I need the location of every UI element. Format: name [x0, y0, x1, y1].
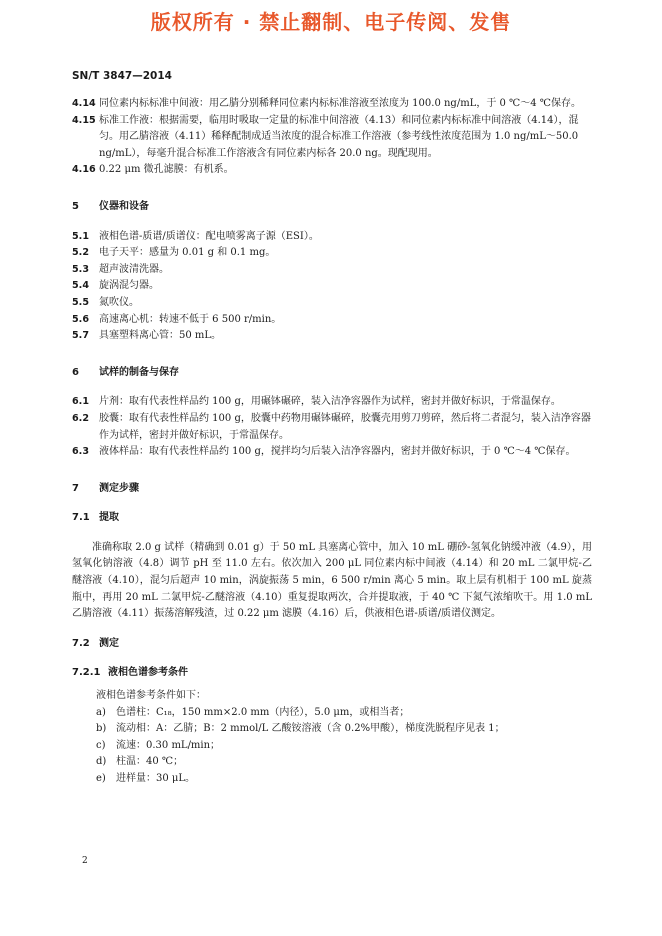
clause-6-3 [72, 444, 592, 461]
clause-number: 6.2 [72, 412, 89, 424]
section-title: 仪器和设备 [99, 200, 149, 212]
section-title: 提取 [99, 512, 119, 524]
clause-text: 液相色谱-质谱/质谱仪：配电喷雾离子源（ESI）。 [99, 230, 319, 242]
clause-text: 标准工作液：根据需要，临用时吸取一定量的标准中间溶液（4.13）和同位素内标标准中间溶液（4.14），混匀。用乙腈溶液（4.11）稀释配制成适当浓度的混合标准工作溶液（参考线性浓度范围为 1.0 ng/mL～50.0 ng/mL），每毫升混合标准工作溶液含有同位素内标各 20.0 ng。现配现用。 [99, 114, 579, 159]
clause-text: 胶囊：取有代表性样品约 100 g，胶囊中药物用碾钵碾碎，胶囊壳用剪刀剪碎，然后将二者混匀，装入洁净容器作为试样，密封并做好标识，于常温保存。 [99, 412, 591, 441]
clause-number: 4.16 [72, 164, 96, 176]
lc-condition-b [72, 721, 592, 738]
list-text: 色谱柱：C₁₈，150 mm×2.0 mm（内径），5.0 μm，或相当者； [116, 706, 410, 718]
clause-number: 5.2 [72, 247, 89, 259]
section-7-2-1-heading [72, 665, 592, 682]
clause-text: 同位素内标标准中间液：用乙腈分别稀释同位素内标标准溶液至浓度为 100.0 ng/mL，于 0 ℃～4 ℃保存。 [99, 98, 581, 109]
section-7-heading [72, 481, 592, 498]
list-text: 进样量：30 μL。 [116, 773, 196, 784]
clause-number: 4.15 [72, 114, 96, 126]
clause-5-7 [72, 328, 592, 345]
clause-4-16 [72, 162, 592, 179]
section-6-heading [72, 365, 592, 382]
section-title: 测定 [99, 637, 119, 649]
section-7-1-heading [72, 510, 592, 527]
clause-text: 电子天平：感量为 0.01 g 和 0.1 mg。 [99, 247, 276, 259]
list-text: 流速：0.30 mL/min； [116, 739, 221, 751]
clause-text: 0.22 μm 微孔滤膜：有机系。 [99, 164, 234, 176]
clause-number: 6.3 [72, 446, 89, 458]
section-number: 5 [72, 200, 79, 212]
list-label: e) [96, 773, 106, 784]
extraction-paragraph: 准确称取 2.0 g 试样（精确到 0.01 g）于 50 mL 具塞离心管中，加入 10 mL 硼砂-氢氧化钠缓冲液（4.9），用氢氧化钠溶液（4.8）调节 pH 至 11.0 左右。依次加入 200 μL 同位素内标中间液（4.14）和 20 mL 二氯甲烷-乙醚溶液（4.10），混匀后超声 10 min，涡旋振荡 5 min，6 500 r/min 离心 5 min。取上层有机相于 100 mL 旋蒸瓶中，再用 20 mL 二氯甲烷-乙醚溶液（4.10）重复提取两次，合并提取液，于 40 ℃ 下氮气浓缩吹干。用 1.0 mL 乙腈溶液（4.11）振荡溶解残渣，过 0.22 μm 滤膜（4.16）后，供液相色谱-质谱/质谱仪测定。 [72, 541, 592, 620]
list-text: 柱温：40 ℃； [116, 756, 184, 768]
clause-number: 4.14 [72, 98, 96, 109]
section-number: 7 [72, 482, 79, 494]
clause-text: 片剂：取有代表性样品约 100 g，用碾钵碾碎，装入洁净容器作为试样，密封并做好标识，于常温保存。 [99, 396, 561, 408]
page-number: 2 [82, 856, 88, 866]
section-title: 试样的制备与保存 [99, 366, 179, 378]
section-number: 7.1 [72, 512, 90, 524]
list-label: d) [96, 756, 107, 768]
clause-5-4 [72, 278, 592, 295]
clause-number: 5.7 [72, 330, 89, 342]
standard-code-header: SN/T 3847—2014 [72, 70, 172, 82]
clause-number: 5.5 [72, 296, 89, 308]
clause-5-5 [72, 295, 592, 312]
clause-text: 旋涡混匀器。 [99, 280, 159, 292]
clause-text: 具塞塑料离心管：50 mL。 [99, 330, 222, 342]
clause-6-2 [72, 411, 592, 444]
lc-condition-a [72, 705, 592, 722]
clause-number: 5.4 [72, 280, 89, 292]
section-title: 测定步骤 [99, 482, 139, 494]
clause-4-14 [72, 96, 592, 113]
section-number: 7.2 [72, 637, 90, 649]
lc-condition-e [72, 771, 592, 788]
lc-condition-c [72, 738, 592, 755]
list-label: c) [96, 739, 106, 751]
section-number: 6 [72, 366, 79, 378]
section-title: 液相色谱参考条件 [108, 667, 188, 679]
clause-text: 高速离心机：转速不低于 6 500 r/min。 [99, 313, 282, 325]
lc-condition-d [72, 754, 592, 771]
section-7-2-heading [72, 636, 592, 653]
list-label: b) [96, 723, 107, 735]
section-number: 7.2.1 [72, 667, 101, 679]
clause-number: 5.3 [72, 263, 89, 275]
clause-6-1 [72, 394, 592, 411]
clause-text: 液体样品：取有代表性样品约 100 g，搅拌均匀后装入洁净容器内，密封并做好标识，于 0 ℃～4 ℃保存。 [99, 446, 576, 458]
clause-text: 氮吹仪。 [99, 296, 139, 308]
clause-5-3 [72, 262, 592, 279]
clause-5-6 [72, 312, 592, 329]
clause-text: 超声波清洗器。 [99, 263, 169, 275]
clause-number: 5.1 [72, 230, 89, 242]
list-label: a) [96, 706, 106, 718]
clause-number: 5.6 [72, 313, 89, 325]
document-body [72, 96, 592, 788]
clause-5-1 [72, 229, 592, 246]
lc-conditions-intro: 液相色谱参考条件如下： [96, 690, 206, 702]
clause-5-2 [72, 245, 592, 262]
list-text: 流动相：A：乙腈；B：2 mmol/L 乙酸铵溶液（含 0.2%甲酸），梯度洗脱程序见表 1； [116, 723, 505, 735]
section-5-heading [72, 199, 592, 216]
clause-4-15 [72, 113, 592, 163]
clause-number: 6.1 [72, 396, 89, 408]
copyright-watermark: 版权所有 · 禁止翻制、电子传阅、发售 [150, 10, 512, 34]
